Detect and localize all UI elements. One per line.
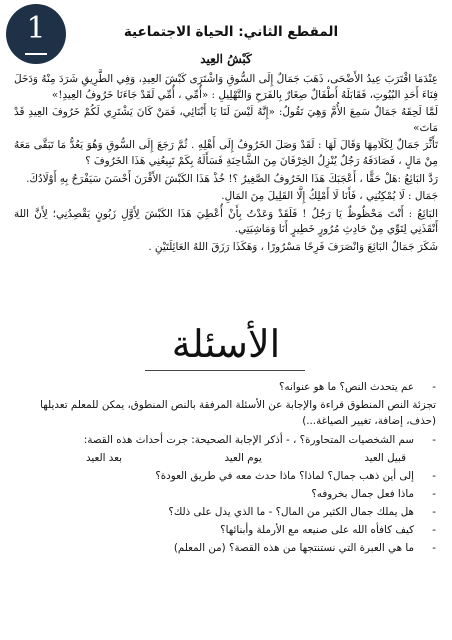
question-text: كيف كافأه الله على صنيعه مع الأرملة وأبنائها؟: [220, 524, 414, 536]
question-item: [16, 467, 436, 485]
teacher-instructions: تجزئة النص المنطوق قراءة والإجابة عن الأسئلة المرفقة بالنص المنطوق، يمكن للمعلم تعديلها (حذف، إضافة، تغيير الصياغة...): [40, 399, 436, 427]
questions-list: [16, 378, 436, 557]
questions-heading: الأسئلة: [171, 322, 281, 366]
question-item: [16, 485, 436, 503]
story-paragraph: تَأَثَّرَ جَمَالٌ لِكَلَامِهَا وَقَالَ لَهَا : لَقَدْ وَصَلَ الخَرُوفُ إِلَى أَهْلِهِ . ثُمَّ رَجَعَ إِلَى السُّوقِ وَهُوَ يَعُدُّ مَا تَبَقَّى مَعَهُ مِنْ مَالٍ ، فَصَادَفَهُ رَجُلٌ يُنْزِلُ الخِرْفَانَ مِنَ الشَّاحِنَةِ فَسَأَلَهُ بِكَمْ تَبِيعُنِي هَذَا الخَرُوفَ ؟: [14, 139, 438, 167]
story-paragraph: شَكَرَ جَمَالٌ البَائِعَ وَانْصَرَفَ فَرِحًا مَسْرُورًا ، وَهَكَذَا رَزَقَ اللهُ العَائِلَتَيْنِ .: [148, 240, 438, 253]
question-text: ما هي العبرة التي نستنتجها من هذه القصة؟ (من المعلم): [173, 542, 414, 554]
question-text: ماذا فعل جمال بخروفه؟: [311, 488, 414, 500]
list-dash: -: [432, 542, 436, 554]
question-text: سم الشخصيات المتحاورة؟ ،: [293, 434, 414, 446]
question-item: [16, 521, 436, 539]
question-text: هل يملك جمال الكثير من المال؟ - ما الذي يدل على ذلك؟: [168, 506, 414, 518]
story-paragraph: رَدَّ البَائِعُ :هَلْ حَقًّا ، أَعْجَبَكَ هَذَا الخَرُوفُ الصَّغِيرُ ؟! خُذْ هَذَا الكَبْشَ الأَقْرَنَ أَحْسَنَ سَيَفْرَحُ بِهِ أَوْلَادُكَ.: [26, 172, 438, 185]
question-item: [16, 378, 436, 396]
question-text: أذكر الإجابة الصحيحة: جرت أحداث هذه القصة:: [83, 434, 283, 446]
story-paragraph: لَمَّا لَحِقَهُ جَمَالٌ سَمِعَ الأُمَّ وَهِيَ تَقُولُ: «إِنَّهُ لَيْسَ لَنَا يَا أَبْنَائِي، فَمَنْ كَانَ يَشْتَرِي لَكُمْ خَرُوفَ العِيدِ قَدْ مَاتَ»: [14, 106, 438, 134]
question-text: إلى أين ذهب جمال؟ لماذا؟ ماذا حدث معه في طريق العودة؟: [155, 470, 414, 482]
list-dash: -: [432, 524, 436, 536]
story-paragraph: عِنْدَمَا اقْتَرَبَ عِيدُ الأَضْحَى، ذَهَبَ جَمَالٌ إِلَى السُّوقِ وَاشْتَرَى كَبْشَ العِيدِ، وَفِي الطَّرِيقِ شَرَدَ مِنْهُ وَدَخَلَ فِنَاءَ أَحَدِ البُيُوتِ، فَقَابَلَهُ أَطْفَالٌ صِغَارٌ بِالفَرَحِ وَالتَّهْلِيلِ : «أُمِّي ، أُمِّي لَقَدْ جَاءَنَا خَرُوفُ العِيدِ!»: [14, 73, 438, 101]
answer-choice: يوم العيد: [224, 452, 262, 464]
list-dash: -: [432, 488, 436, 500]
answer-choice: بعد العيد: [86, 452, 122, 464]
story-paragraph: البَائِعُ : أَنْتَ مَحْظُوظٌ يَا رَجُلُ ! فَلَقَدْ وَعَدْتُ بِأَنْ أُعْطِيَ هَذَا الكَبْشَ لِأَوَّلِ زَبُونٍ يَقْصِدُنِي؛ لِأَنَّ اللهَ أَنْقَذَنِي لِتَوِّي مِنْ حَادِثِ مُرُورٍ خَطِيرٍ أَنَا وَمَاشِيَتِي.: [14, 207, 438, 236]
questions-heading-rule: [145, 370, 305, 371]
answer-choice: قبيل العيد: [364, 452, 406, 464]
answer-choices: [16, 449, 436, 467]
story-paragraph: جَمَال : لَا يُمْكِنُنِي ، فَأَنَا لَا أَمْلِكُ إِلَّا القَلِيلَ مِنَ المَالِ.: [221, 190, 438, 203]
story-text: [14, 72, 438, 258]
list-dash: -: [282, 434, 290, 446]
list-dash: -: [432, 470, 436, 482]
question-text: عم يتحدث النص؟ ما هو عنوانه؟: [279, 381, 414, 393]
question-item: [16, 539, 436, 557]
question-item: [16, 431, 436, 449]
section-title: المقطع الثاني: الحياة الاجتماعية: [123, 24, 339, 40]
story-title: كَبْشُ العِيد: [200, 52, 252, 66]
list-dash: -: [432, 506, 436, 518]
question-item: [16, 503, 436, 521]
section-number: 1: [26, 11, 46, 46]
list-dash: -: [432, 434, 436, 446]
list-dash: -: [432, 381, 436, 393]
